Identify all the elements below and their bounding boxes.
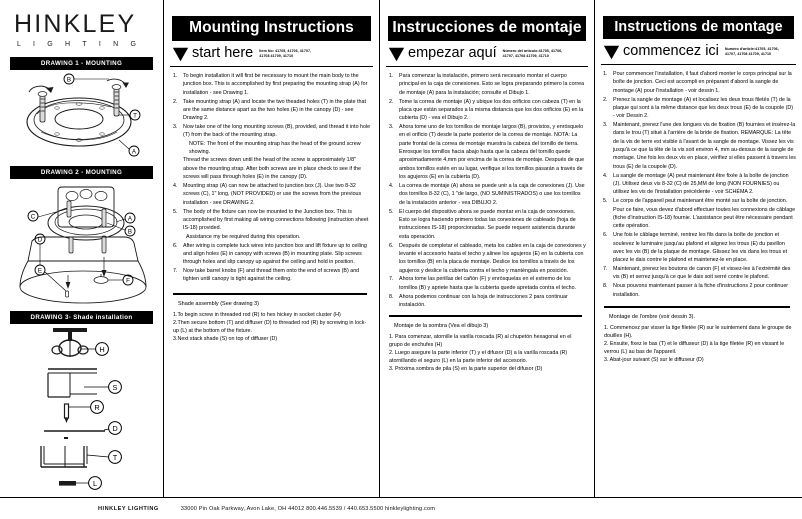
instructions-french [595, 65, 802, 299]
list-item: Prenez la sangle de montage (A) et localisez les deux trous filetés (T) de la plaque qui sont à la même distance que les deux trous (E) de la coupole (D) - voir Dessin 2. [613, 96, 794, 120]
step5-continued-english: Assistance my be required during this operation. [186, 233, 301, 240]
instructions-english [164, 67, 379, 284]
chevron-down-icon [603, 44, 620, 61]
shade-heading-english: Shade assembly (See drawing 3) [178, 300, 260, 307]
list-item: 1. Commencez par visser la tige filetée (R) sur le suintement dans le groupe de douilles (H). [604, 325, 792, 340]
drawing-1 [0, 70, 163, 160]
list-item: Maintenant, prenez l'une des longues vis de fixation (B) fournies et insérez-la dans le trou (T) situé à l'arrière de la bride de fixation. REMARQUE: La tête de la vis de terre est visible à l'avant de la sangle de montage. Vissez les vis jusqu'à ce que la tête de la vis soit environ 4, mm au-dessus de la sangle de montage. Une fois les deux vis en place, vérifiez si elles passent à travers les trous (E) de la coupole (D). [613, 122, 796, 170]
shade-steps-french [595, 324, 802, 364]
list-item: 2.Then secure bottom (T) and diffuser (D) to threaded rod (R) by screwing in lock-up (L) at the bottom of the fixture. [173, 319, 367, 334]
drawing-2 [0, 179, 163, 307]
diagrams-column [0, 0, 164, 497]
drawing-2-caption: DRAWING 2 - MOUNTING [10, 166, 153, 179]
brand-name: HINKLEY [14, 10, 137, 38]
title-french: Instructions de montage [603, 16, 794, 39]
svg-text:E: E [37, 267, 42, 275]
svg-text:F: F [125, 277, 130, 285]
drawing-1-caption: DRAWING 1 - MOUNTING [10, 57, 153, 70]
shade-steps-spanish [380, 333, 594, 373]
footer-brand: HINKLEY LIGHTING [98, 505, 159, 512]
drawing-3-caption: DRAWING 3- Shade installation [10, 311, 153, 324]
step3-note-english: NOTE: The front of the mounting strap has the head of the ground screw showing. [189, 140, 361, 156]
start-here-row-french [603, 43, 802, 61]
brand-logo [0, 0, 163, 48]
list-item: Take mounting strap (A) and locate the two theaded holes (T) in the plate that are the same distance apart as the two holes (E) in the canopy (D) - see Drawing 2. [183, 98, 366, 122]
list-item: Ahora tome uno de los tornillos de montaje largos (B), provistos, y enrósquelo en el orificio (T) desde la parte posterior de la correa de montaje. NOTA: La parte frontal de la correa de montaje muestra la cabeza del tornillo de tierra. Enrosque los tornillos hacia abajo hasta que la cabeza del tornillo quede aproximadamente 4,mm por encima de la correa de montaje. Después de que ambos tornillos estén en su lugar, verifique si los tornillos pasarán a través de los agujeros (E) en la cubierta (D). [399, 124, 585, 181]
list-item: After wiring is complete tuck wires into junction box and lift fixture up to ceiling and align holes (E) in canopy with screws (B) in mounting plate. Slip screws through holes and slip canopy up against the ceiling and hold in position. [183, 242, 367, 266]
svg-text:B: B [66, 76, 71, 84]
title-spanish: Instrucciones de montaje [388, 16, 586, 41]
steps-list-french [603, 70, 796, 299]
list-item: Now take one of the long mounting screws (B), provided, and thread it into hole (T) from the back of the mounting strap. NOTE: The front of the mounting strap has the head of the ground screw showing. Thread the screws down until the head of the screw is approximately 1/8" above the mounting strap. After both screws are in place check to see if the screws will pass through holes (E) in the canopy (D). [183, 124, 371, 181]
list-item: Tome la correa de montaje (A) y ubique los dos orificios con cabeza (T) en la placa que están separados a la misma distancia que los dos orificios (E) en la cubierta (D) - vea el Dibujo 2. [399, 98, 584, 122]
svg-text:R: R [93, 403, 100, 412]
list-item: Maintenant, prenez les boutons de canon (F) et vissez-les à l'extrémité des vis (B) et serrez jusqu'à ce que le dais soit serré contre le plafond. [613, 266, 791, 281]
list-item: 2. Luego asegure la parte inferior (T) y el difusor (D) a la varilla roscada (R) atornillando el seguro (L) en la parte inferior del accesorio. [389, 350, 568, 365]
instructions-spanish [380, 67, 594, 309]
list-item: Now take barrel knobs (F) and thread them onto the end of screws (B) and tighten until canopy is tight against the ceiling. [183, 268, 360, 283]
svg-text:T: T [132, 112, 137, 120]
list-item: Une fois le câblage terminé, rentrez les fils dans la boîte de jonction et soulevez le luminaire jusqu'au plafond et alignez les trous (E) du pavillon avec les vis (B) de la plaque de montage. Glissez les vis dans les trous et placez le dais contre le plafond et maintenez-le en place. [613, 232, 788, 264]
shade-heading-french: Montage de l'ombre (voir dessin 3). [609, 314, 696, 321]
svg-text:A: A [127, 215, 132, 223]
drawing-3 [0, 324, 163, 499]
item-numbers-english: Item No: 41705, 41706, 41707, 41708 41709, 41710 [259, 49, 312, 58]
list-item: El cuerpo del dispositivo ahora se puede montar en la caja de conexiones. Esto se logra haciendo primero todas las conexiones de cableado (hoja de instrucciones IS-18) proporcionadas. Se puede requerir asistencia durante esta operación. [399, 208, 576, 240]
chevron-down-icon [388, 46, 405, 63]
title-english: Mounting Instructions [172, 16, 371, 41]
step3-continued-english: Thread the screws down until the head of the screw is approximately 1/8" above the mounting strap. After both screws are in place check to see if the screws will pass through holes (E) in the canopy (D). [183, 157, 361, 181]
junction-box-canopy-illustration [6, 179, 158, 307]
shade-assembly-illustration [7, 324, 157, 499]
svg-text:L: L [92, 479, 97, 488]
list-item: Ahora podemos continuar con la hoja de instrucciones 2 para continuar instalación. [399, 293, 568, 309]
start-here-label-spanish: empezar aquí [408, 45, 497, 61]
list-item: The body of the fixture can now be mounted to the Junction box. This is accomplished by first making all wiring connections following (instruction sheet IS-18) provided. Assistance my be required during this operation. [173, 208, 371, 241]
list-item: 1. Para comenzar, atornille la varilla roscada (R) al chupetón hexagonal en el grupo de enchufes (H) [389, 334, 572, 349]
list-item: 3.Next stack shade (S) on top of diffuser (D) [173, 335, 278, 342]
list-item: Mounting strap (A) can now be attached to junction box (J). Use two 8-32 screws (C), 1" long, (NOT PROVIDED) or use the screws from the previous installation - see DRAWING 2. [183, 183, 362, 206]
item-numbers-french: Numéro d'article:41705, 41706, 41707, 41708 41709, 41710 [724, 47, 779, 56]
svg-text:T: T [112, 453, 117, 462]
step3-continued2-spanish: aproximadamente 4,mm por encima de la correa de montaje. Después de que ambos tornillos estén en su lugar, verifique si los tornillos pasarán a través de los agujeros (E) en la cubierta (D). [399, 157, 585, 181]
svg-text:D: D [37, 236, 42, 244]
shade-steps-english [164, 311, 379, 343]
column-spanish [380, 0, 595, 497]
list-item: La sangle de montage (A) peut maintenant être fixée à la boîte de jonction (J). Utilisez deux vis 8-32 (C) de 25,MM de long (NON FOURNIES) ou utilisez les vis de l'installation précédente - voir SCHÉMA 2. [613, 172, 789, 196]
list-item: Nous pouvons maintenant passer à la fiche d'instructions 2 pour continuer installation. [613, 283, 789, 298]
svg-text:D: D [111, 424, 118, 433]
list-item: Después de completar el cableado, meta los cables en la caja de conexiones y levante el accesorio hasta el techo y alinee los agujeros (E) en la cubierta con los tornillos (B) en la placa de montaje. Deslice los tornillos a través de los agujeros y deslice la cubierta contra el techo y manténgala en posición. [399, 242, 586, 274]
start-here-label-english: start here [192, 45, 254, 61]
footer [0, 497, 802, 519]
list-item: 2. Ensuite, fixez le bas (T) et le diffuseur (D) à la tige filetée (R) en vissant le verrou (L) au bas de l'appareil. [604, 341, 785, 356]
list-item: La correa de montaje (A) ahora se puede unir a la caja de conexiones (J). Use dos tornillos 8-32 (C), 1 "de largo, (NO SUMINISTRADOS) o use los tornillos de la instalación anterior - vea DIBUJO 2. [399, 183, 585, 206]
shade-heading-spanish: Montaje de la sombra (Vea el dibujo 3) [394, 323, 489, 330]
start-here-label-french: commencez ici [623, 43, 719, 59]
svg-text:S: S [112, 383, 117, 392]
list-item: 3. Próxima sombra de pila (S) en la parte superior del difusor (D) [389, 366, 543, 373]
svg-text:B: B [127, 228, 132, 236]
column-english [164, 0, 380, 497]
list-item: Para comenzar la instalación, primero será necesario montar el cuerpo principal en la caja de conexiones. Esto se logra preparando primero la correa de montaje (A) para la instalación; consulte el Dibujo 1. [399, 73, 585, 96]
list-item: Ahora tome las perillas del cañón (F) y enrósquelas en el extremo de los tornillos (B) y apriete hasta que la cubierta quede apretada contra el techo. [399, 276, 577, 291]
chevron-down-icon [172, 46, 189, 63]
mounting-strap-illustration [7, 70, 157, 160]
svg-text:H: H [98, 345, 105, 354]
list-item: Le corps de l'appareil peut maintenant être monté sur la boîte de jonction. Pour ce faire, vous devez d'abord effectuer toutes les connexions de câblage (fiche d'instruction IS-18) fournie. L'assistance peut être nécessaire pendant cette opération. [613, 198, 796, 230]
steps-list-english [173, 72, 371, 284]
svg-text:A: A [131, 148, 136, 156]
footer-address: 33000 Pin Oak Parkway, Avon Lake, OH 44012 800.446.5539 / 440.653.5500 hinkleylighting.com [180, 505, 436, 512]
item-numbers-spanish: Número del artículo:41705, 41706, 41707, 41708 41709, 41710 [502, 49, 563, 58]
list-item: 3. Abat-jour suivant (S) sur le diffuseur (D) [604, 357, 704, 364]
list-item: Pour commencer l'installation, il faut d'abord monter le corps principal sur la boîte de jonction. Ceci est accompli en préparant d'abord la sangle de montage (A) pour l'installation - voir dessin 1. [613, 71, 792, 94]
start-here-row-english [172, 45, 379, 63]
steps-list-spanish [389, 72, 586, 309]
list-item: To begin installation it will first be necessary to mount the main body to the junction box. This is accomplished by first preparing the mounting strap (A) for installation - see Drawing 1. [183, 73, 368, 96]
start-here-row-spanish [388, 45, 594, 63]
list-item: 1.To begin screw in threaded rod (R) to hex hickey in socket cluster (H) [173, 311, 341, 318]
column-french [595, 0, 802, 497]
svg-text:C: C [30, 213, 35, 221]
brand-tagline: L I G H T I N G [17, 41, 142, 48]
step3-continued-spanish: Enrosque los tornillos hacia abajo hasta que la cabeza del tornillo quede [399, 149, 571, 156]
